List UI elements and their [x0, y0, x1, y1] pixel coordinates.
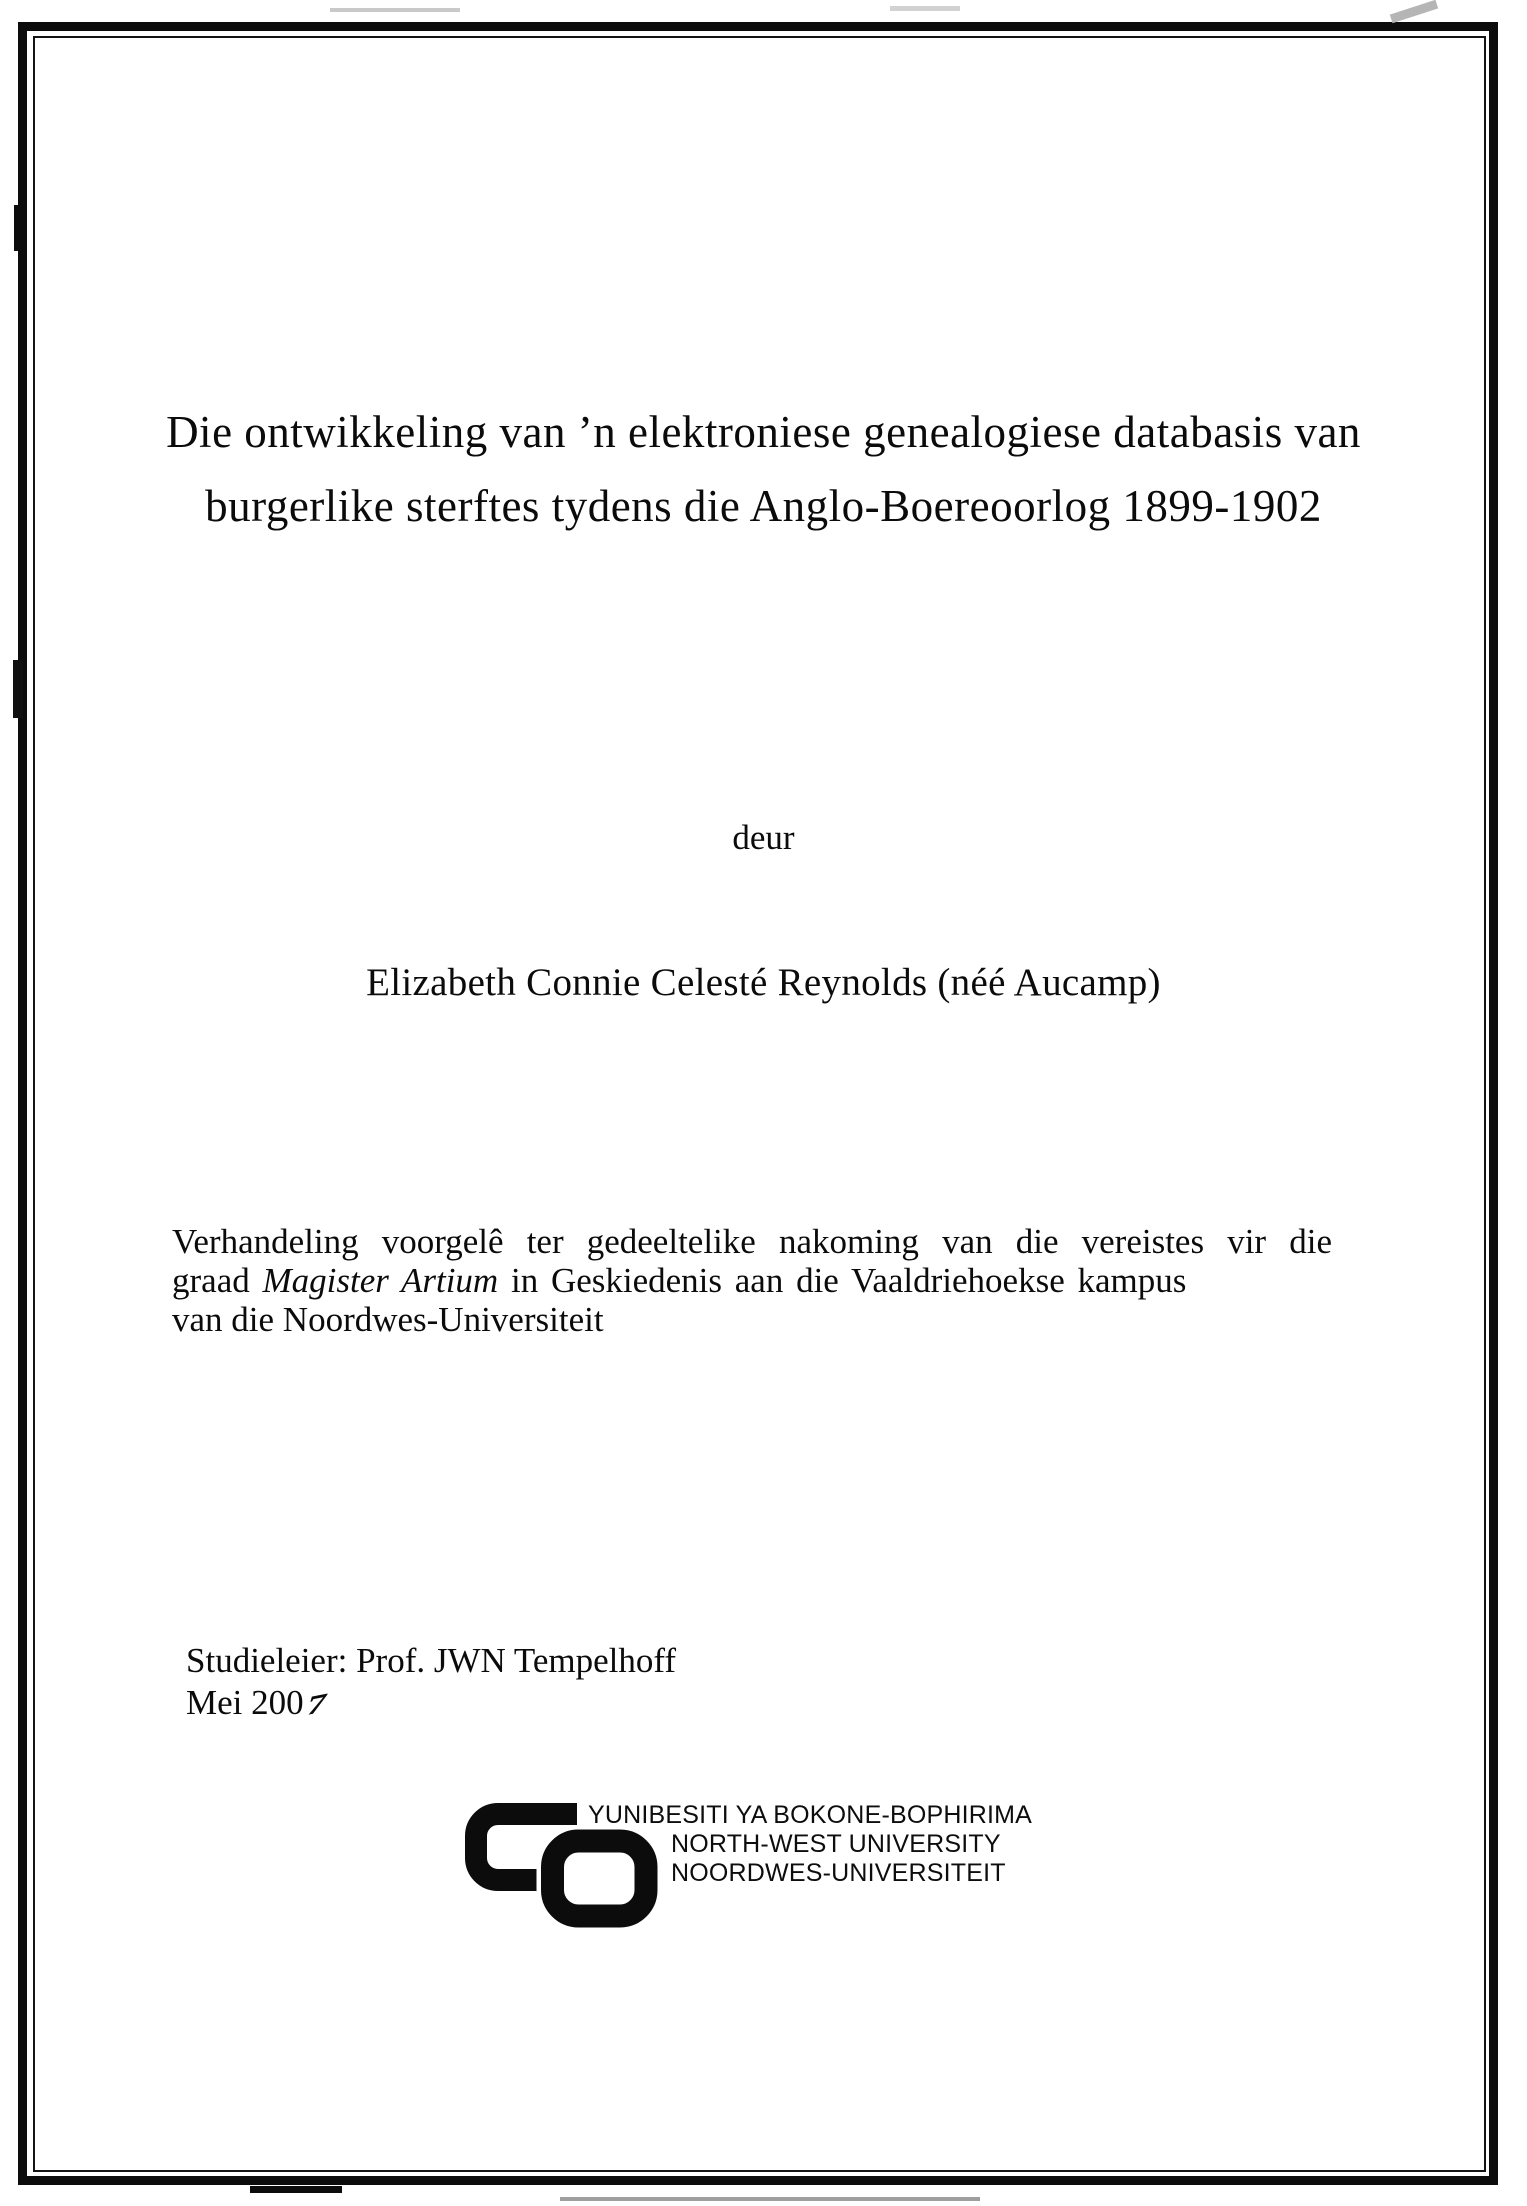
degree-line2-suffix: in Geskiedenis aan die Vaaldriehoekse kampus [498, 1261, 1187, 1300]
byline-label: deur [732, 818, 795, 857]
thesis-title-line-1: Die ontwikkeling van ’n elektroniese genealogiese databasis van [166, 407, 1361, 457]
scan-artifact [890, 6, 960, 11]
date-last-digit: 7 [302, 1687, 328, 1722]
supervisor-line: Studieleier: Prof. JWN Tempelhoff [186, 1641, 677, 1680]
university-logo-text [588, 1801, 1032, 1888]
logo-text-english: NORTH-WEST UNIVERSITY [671, 1830, 1001, 1858]
logo-text-setswana: YUNIBESITI YA BOKONE-BOPHIRIMA [588, 1801, 1033, 1829]
scan-artifact [250, 2186, 342, 2193]
degree-line2-prefix: graad [172, 1261, 263, 1300]
date-prefix: Mei 200 [186, 1683, 304, 1722]
degree-statement-line-1: Verhandeling voorgelê ter gedeeltelike nakoming van die vereistes vir die [172, 1222, 1332, 1261]
degree-name-italic: Magister Artium [262, 1261, 499, 1300]
scan-artifact [330, 8, 460, 12]
supervisor-and-date [186, 1640, 676, 1724]
author-name: Elizabeth Connie Celesté Reynolds (néé Aucamp) [366, 961, 1161, 1004]
degree-statement-line-3: van die Noordwes-Universiteit [172, 1300, 604, 1339]
logo-text-afrikaans: NOORDWES-UNIVERSITEIT [671, 1859, 1006, 1887]
date-line [186, 1682, 676, 1724]
degree-statement-line-2 [172, 1261, 1332, 1300]
scan-artifact [560, 2197, 980, 2201]
degree-statement [172, 1222, 1332, 1339]
thesis-title-line-2: burgerlike sterftes tydens die Anglo-Boereoorlog 1899-1902 [205, 481, 1322, 531]
scan-artifact [1390, 0, 1438, 23]
thesis-title [150, 395, 1377, 543]
university-logo [440, 1790, 1140, 1960]
